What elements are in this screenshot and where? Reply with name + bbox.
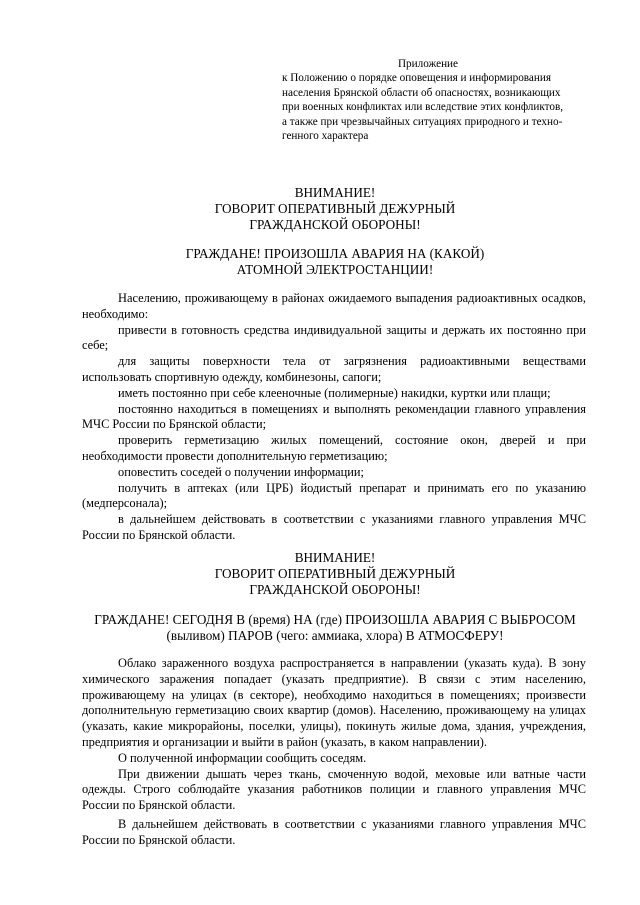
- block1-subheading: [100, 246, 570, 278]
- block2-heading: [100, 550, 570, 598]
- heading-line: ГРАЖДАНСКОЙ ОБОРОНЫ!: [249, 582, 421, 597]
- appendix-line: генного характера: [282, 130, 369, 143]
- heading-line: ВНИМАНИЕ!: [294, 185, 376, 200]
- heading-line: ГОВОРИТ ОПЕРАТИВНЫЙ ДЕЖУРНЫЙ: [214, 201, 456, 216]
- block1-heading: [100, 185, 570, 233]
- heading-line: ГРАЖДАНСКОЙ ОБОРОНЫ!: [249, 217, 421, 232]
- appendix-title: Приложение: [397, 58, 459, 70]
- paragraph: получить в аптеках (или ЦРБ) йодистый препарат и принимать его по указанию (медперсонала);: [82, 480, 586, 511]
- paragraph: в дальнейшем действовать в соответствии с указаниями главного управления МЧС России по Брянской области.: [82, 512, 586, 542]
- paragraph: для защиты поверхности тела от загрязнения радиоактивными веществами использовать спортивную одежду, комбинезоны, сапоги;: [82, 354, 586, 384]
- block2-subheading: [70, 612, 600, 644]
- subheading-line: ГРАЖДАНЕ! ПРОИЗОШЛА АВАРИЯ НА (КАКОЙ): [185, 246, 485, 261]
- appendix-line: населения Брянской области об опасностях, возникающих: [282, 86, 561, 99]
- appendix-header: [282, 57, 592, 143]
- paragraph: оповестить соседей о получении информации;: [118, 464, 364, 479]
- heading-line: ГОВОРИТ ОПЕРАТИВНЫЙ ДЕЖУРНЫЙ: [214, 566, 456, 581]
- block2-body: [82, 656, 586, 849]
- paragraph: В дальнейшем действовать в соответствии с указаниями главного управления МЧС России по Брянской области.: [82, 816, 586, 847]
- block1-body: [82, 291, 586, 544]
- paragraph: Населению, проживающему в районах ожидаемого выпадения радиоактивных осадков, необходимо:: [82, 291, 586, 321]
- paragraph: При движении дышать через ткань, смоченную водой, меховые или ватные части одежды. Строго соблюдайте указания работников полиции и главного управления МЧС России по Брянской области.: [82, 766, 586, 813]
- paragraph: иметь постоянно при себе клееночные (полимерные) накидки, куртки или плащи;: [118, 385, 551, 400]
- paragraph: Облако зараженного воздуха распространяется в направлении (указать куда). В зону химического заражения попадает (указать предприятие). В связи с этим населению, проживающему на улицах (в секторе), необходимо находиться в помещениях; произвести дополнительную герметизацию своих квартир (домов). Населению, проживающему на улицах (указать, какие микрорайоны, поселки, улицы), покинуть жилые дома, здания, учреждения, предприятия и организации и выйти в район (указать, в каком направлении).: [82, 656, 586, 749]
- paragraph: привести в готовность средства индивидуальной защиты и держать их постоянно при себе;: [82, 322, 586, 353]
- subheading-line: АТОМНОЙ ЭЛЕКТРОСТАНЦИИ!: [236, 262, 434, 277]
- subheading-line: ГРАЖДАНЕ! СЕГОДНЯ В (время) НА (где) ПРОИЗОШЛА АВАРИЯ С ВЫБРОСОМ: [94, 612, 576, 627]
- heading-line: ВНИМАНИЕ!: [294, 550, 376, 565]
- paragraph: постоянно находиться в помещениях и выполнять рекомендации главного управления МЧС России по Брянской области;: [82, 401, 586, 432]
- paragraph: О полученной информации сообщить соседям.: [118, 750, 367, 765]
- subheading-line: (выливом) ПАРОВ (чего: аммиака, хлора) В АТМОСФЕРУ!: [166, 628, 504, 643]
- appendix-line: при военных конфликтах или вследствие этих конфликтов,: [282, 101, 564, 114]
- paragraph: проверить герметизацию жилых помещений, состояние окон, дверей и при необходимости провести дополнительную герметизацию;: [82, 433, 586, 463]
- appendix-line: к Положению о порядке оповещения и информирования: [282, 72, 552, 85]
- appendix-line: а также при чрезвычайных ситуациях природного и техно-: [282, 115, 563, 128]
